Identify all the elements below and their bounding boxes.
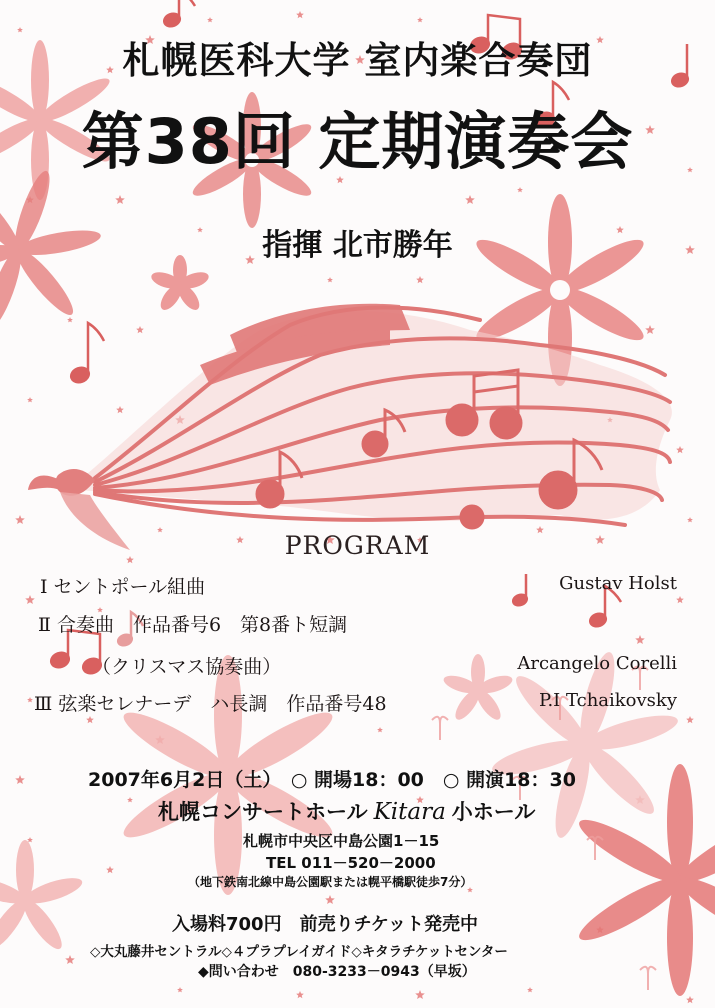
- star-icon: [25, 595, 35, 604]
- program-item-1: Ⅰ セントポール組曲: [40, 576, 206, 598]
- star-icon: [415, 990, 425, 999]
- star-icon: [15, 775, 25, 784]
- program-composer-2: Arcangelo Corelli: [517, 653, 677, 674]
- star-icon: [327, 277, 333, 282]
- contact-info: ◆問い合わせ 080-3233－0943（早坂）: [198, 964, 476, 980]
- star-icon: [517, 187, 523, 192]
- organization-name: 札幌医科大学 室内楽合奏団: [122, 39, 593, 82]
- concert-title: 第38回 定期演奏会: [81, 105, 634, 178]
- star-icon: [377, 727, 383, 732]
- star-icon: [106, 866, 114, 873]
- program-composer-3: P.I Tchaikovsky: [538, 690, 677, 711]
- star-icon: [465, 195, 475, 204]
- event-date-time: 2007年6月2日（土） ○ 開場18：00 ○ 開演18：30: [88, 769, 576, 791]
- star-icon: [687, 517, 693, 522]
- venue-suffix: 小ホール: [451, 800, 536, 824]
- star-icon: [296, 991, 304, 998]
- conductor-name: 指揮 北市勝年: [262, 228, 453, 263]
- star-icon: [296, 11, 304, 18]
- star-icon: [115, 195, 125, 204]
- star-icon: [136, 326, 144, 333]
- star-icon: [527, 987, 533, 992]
- star-icon: [207, 17, 213, 22]
- star-icon: [65, 955, 75, 964]
- star-icon: [177, 987, 183, 992]
- flower-decoration-bottom-left: [0, 840, 85, 954]
- star-icon: [686, 996, 694, 1003]
- star-icon: [416, 276, 424, 283]
- star-icon: [15, 515, 25, 524]
- venue-telephone: TEL 011－520－2000: [266, 854, 436, 872]
- star-icon: [27, 397, 33, 402]
- ticket-outlets: ◇大丸藤井セントラル◇４プラプレイガイド◇キタラチケットセンター: [90, 944, 508, 960]
- star-icon: [635, 635, 645, 644]
- venue-prefix: 札幌コンサートホール: [158, 800, 368, 824]
- star-icon: [645, 325, 655, 334]
- star-icon: [686, 716, 694, 723]
- star-icon: [676, 446, 684, 453]
- program-composer-1: Gustav Holst: [559, 573, 677, 594]
- program-item-3: Ⅲ 弦楽セレナーデ ハ長調 作品番号48: [34, 693, 387, 715]
- star-icon: [86, 716, 94, 723]
- program-item-2-subtitle: （クリスマス協奏曲）: [92, 656, 282, 678]
- star-icon: [27, 697, 33, 702]
- star-icon: [116, 406, 124, 413]
- wing-staff-illustration: [28, 304, 672, 550]
- flower-decoration-program: [442, 654, 515, 723]
- program-heading: PROGRAM: [284, 531, 431, 560]
- star-icon: [325, 895, 335, 904]
- star-icon: [27, 837, 33, 842]
- venue-access: （地下鉄南北線中島公園駅または幌平橋駅徒歩7分）: [188, 875, 473, 889]
- star-icon: [67, 317, 73, 322]
- venue-name-logo: Kitara: [373, 799, 446, 825]
- venue-line: [158, 796, 535, 826]
- star-icon: [676, 596, 684, 603]
- venue-address: 札幌市中央区中島公園1－15: [243, 832, 440, 850]
- star-icon: [127, 797, 133, 802]
- star-icon: [417, 17, 423, 22]
- admission-fee: 入場料700円 前売りチケット発売中: [172, 914, 478, 935]
- program-item-2: Ⅱ 合奏曲 作品番号6 第8番ト短調: [38, 614, 348, 636]
